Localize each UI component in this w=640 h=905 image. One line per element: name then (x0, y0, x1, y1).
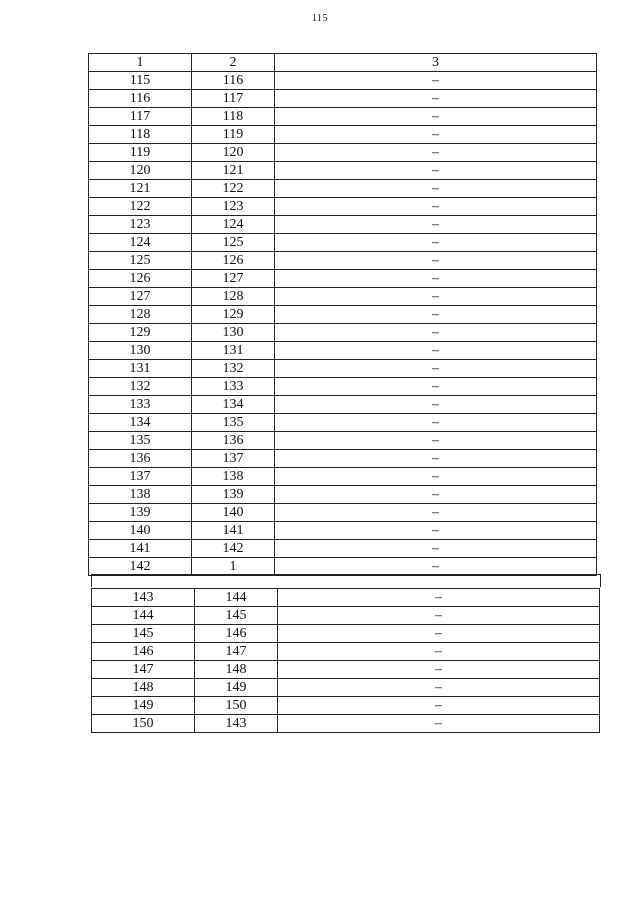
table-cell-col3: – (275, 486, 597, 504)
table-cell-col2: 119 (192, 126, 275, 144)
table-row (89, 540, 597, 558)
table-cell-col3: – (275, 360, 597, 378)
table-cell-col2: 135 (192, 414, 275, 432)
table-row (89, 432, 597, 450)
table-cell-col1: 133 (89, 396, 192, 414)
table-cell-col2: 116 (192, 72, 275, 90)
table-cell-col3: – (275, 432, 597, 450)
table-cell-col2: 126 (192, 252, 275, 270)
table-cell-col3: – (275, 108, 597, 126)
table-cell-col1: 134 (89, 414, 192, 432)
table-row (92, 625, 600, 643)
table-cell-col2: 143 (195, 715, 278, 733)
table-cell-col3: – (278, 679, 600, 697)
table-cell-col1: 132 (89, 378, 192, 396)
table-cell-col2: 131 (192, 342, 275, 360)
table-cell-col3: – (275, 216, 597, 234)
table-cell-col2: 118 (192, 108, 275, 126)
table-cell-col2: 124 (192, 216, 275, 234)
table-cell-col3: – (275, 558, 597, 576)
table-cell-col1: 135 (89, 432, 192, 450)
table-row (89, 486, 597, 504)
table-cell-col2: 146 (195, 625, 278, 643)
table-row (92, 679, 600, 697)
table-cell-col1: 118 (89, 126, 192, 144)
table-row (89, 468, 597, 486)
table-cell-col3: – (278, 697, 600, 715)
table-cell-col1: 119 (89, 144, 192, 162)
table-cell-col3: – (275, 72, 597, 90)
table-cell-col2: 144 (195, 589, 278, 607)
table-cell-col3: – (278, 715, 600, 733)
header-cell-col2: 2 (192, 54, 275, 72)
table-cell-col2: 1 (192, 558, 275, 576)
table-cell-col1: 137 (89, 468, 192, 486)
data-table-main (88, 53, 597, 576)
table-cell-col2: 140 (192, 504, 275, 522)
table-cell-col1: 125 (89, 252, 192, 270)
table-cell-col1: 140 (89, 522, 192, 540)
table-cell-col2: 120 (192, 144, 275, 162)
table-cell-col3: – (275, 144, 597, 162)
table-row (92, 661, 600, 679)
table-cell-col1: 142 (89, 558, 192, 576)
table-cell-col1: 141 (89, 540, 192, 558)
table-cell-col2: 129 (192, 306, 275, 324)
table-cell-col3: – (275, 450, 597, 468)
table-row (89, 72, 597, 90)
table-row (89, 360, 597, 378)
table-row (89, 270, 597, 288)
table-row (89, 558, 597, 576)
table-cell-col2: 139 (192, 486, 275, 504)
table-row (92, 607, 600, 625)
table-row (89, 378, 597, 396)
table-cell-col3: – (275, 180, 597, 198)
table-cell-col1: 148 (92, 679, 195, 697)
table-cell-col2: 133 (192, 378, 275, 396)
table-cell-col2: 142 (192, 540, 275, 558)
table-cell-col2: 150 (195, 697, 278, 715)
table-cell-col2: 145 (195, 607, 278, 625)
table-row (92, 643, 600, 661)
table-row (92, 715, 600, 733)
table-cell-col1: 127 (89, 288, 192, 306)
table-cell-col1: 121 (89, 180, 192, 198)
table-cell-col3: – (275, 522, 597, 540)
table-row (89, 252, 597, 270)
table-cell-col3: – (275, 342, 597, 360)
table-cell-col3: – (275, 540, 597, 558)
table-cell-col2: 136 (192, 432, 275, 450)
table-row (89, 306, 597, 324)
table-row (89, 522, 597, 540)
table-cell-col2: 137 (192, 450, 275, 468)
table-row (89, 216, 597, 234)
table-row (89, 180, 597, 198)
table-row (89, 414, 597, 432)
table-cell-col1: 145 (92, 625, 195, 643)
table-body-continuation (92, 589, 600, 733)
table-row (92, 697, 600, 715)
table-cell-col3: – (275, 198, 597, 216)
page-number: 115 (311, 13, 329, 24)
table-cell-col3: – (275, 288, 597, 306)
table-cell-col3: – (278, 607, 600, 625)
table-cell-col1: 120 (89, 162, 192, 180)
header-cell-col1: 1 (89, 54, 192, 72)
table-cell-col2: 141 (192, 522, 275, 540)
table-row (89, 162, 597, 180)
table-cell-col1: 143 (92, 589, 195, 607)
table-cell-col3: – (275, 270, 597, 288)
table-cell-col2: 128 (192, 288, 275, 306)
table-cell-col1: 117 (89, 108, 192, 126)
table-cell-col2: 122 (192, 180, 275, 198)
table-cell-col3: – (275, 306, 597, 324)
table-cell-col1: 122 (89, 198, 192, 216)
table-cell-col3: – (278, 661, 600, 679)
table-cell-col1: 126 (89, 270, 192, 288)
table-row (89, 144, 597, 162)
table-row (89, 198, 597, 216)
table-cell-col2: 148 (195, 661, 278, 679)
table-cell-col1: 139 (89, 504, 192, 522)
table-cell-col3: – (275, 162, 597, 180)
table-header-row (89, 54, 597, 72)
table-cell-col3: – (278, 589, 600, 607)
table-cell-col1: 124 (89, 234, 192, 252)
table-cell-col1: 116 (89, 90, 192, 108)
table-row (89, 342, 597, 360)
table-row (89, 504, 597, 522)
table-cell-col2: 127 (192, 270, 275, 288)
table-cell-col2: 121 (192, 162, 275, 180)
table-cell-col2: 123 (192, 198, 275, 216)
table-cell-col3: – (278, 643, 600, 661)
table-cell-col2: 125 (192, 234, 275, 252)
table-cell-col3: – (275, 504, 597, 522)
table-cell-col2: 149 (195, 679, 278, 697)
header-cell-col3: 3 (275, 54, 597, 72)
table-cell-col3: – (275, 90, 597, 108)
table-cell-col3: – (275, 378, 597, 396)
table-cell-col3: – (275, 126, 597, 144)
table-cell-col3: – (275, 234, 597, 252)
table-cell-col1: 115 (89, 72, 192, 90)
table-cell-col3: – (275, 252, 597, 270)
table-row (89, 108, 597, 126)
table-cell-col2: 117 (192, 90, 275, 108)
table-cell-col3: – (275, 324, 597, 342)
table-cell-col1: 138 (89, 486, 192, 504)
table-cell-col1: 123 (89, 216, 192, 234)
table-row (89, 288, 597, 306)
table-cell-col1: 149 (92, 697, 195, 715)
table-cell-col1: 147 (92, 661, 195, 679)
table-cell-col1: 136 (89, 450, 192, 468)
table-cell-col1: 150 (92, 715, 195, 733)
table-cell-col2: 138 (192, 468, 275, 486)
table-cell-col1: 128 (89, 306, 192, 324)
table-cell-col1: 144 (92, 607, 195, 625)
table-body-main (89, 54, 597, 576)
table-cell-col2: 134 (192, 396, 275, 414)
table-cell-col2: 147 (195, 643, 278, 661)
table-cell-col1: 130 (89, 342, 192, 360)
table-cell-col2: 130 (192, 324, 275, 342)
table-cell-col3: – (275, 414, 597, 432)
table-row (89, 324, 597, 342)
table-row (89, 90, 597, 108)
table-row (92, 589, 600, 607)
table-cell-col3: – (278, 625, 600, 643)
table-cell-col3: – (275, 396, 597, 414)
table-cell-col1: 146 (92, 643, 195, 661)
data-table-continuation (91, 588, 600, 733)
table-cell-col1: 129 (89, 324, 192, 342)
table-row (89, 396, 597, 414)
table-row (89, 450, 597, 468)
table-cell-col3: – (275, 468, 597, 486)
table-cell-col2: 132 (192, 360, 275, 378)
table-row (89, 234, 597, 252)
table-cell-col1: 131 (89, 360, 192, 378)
table-separator-row (91, 574, 601, 587)
table-row (89, 126, 597, 144)
